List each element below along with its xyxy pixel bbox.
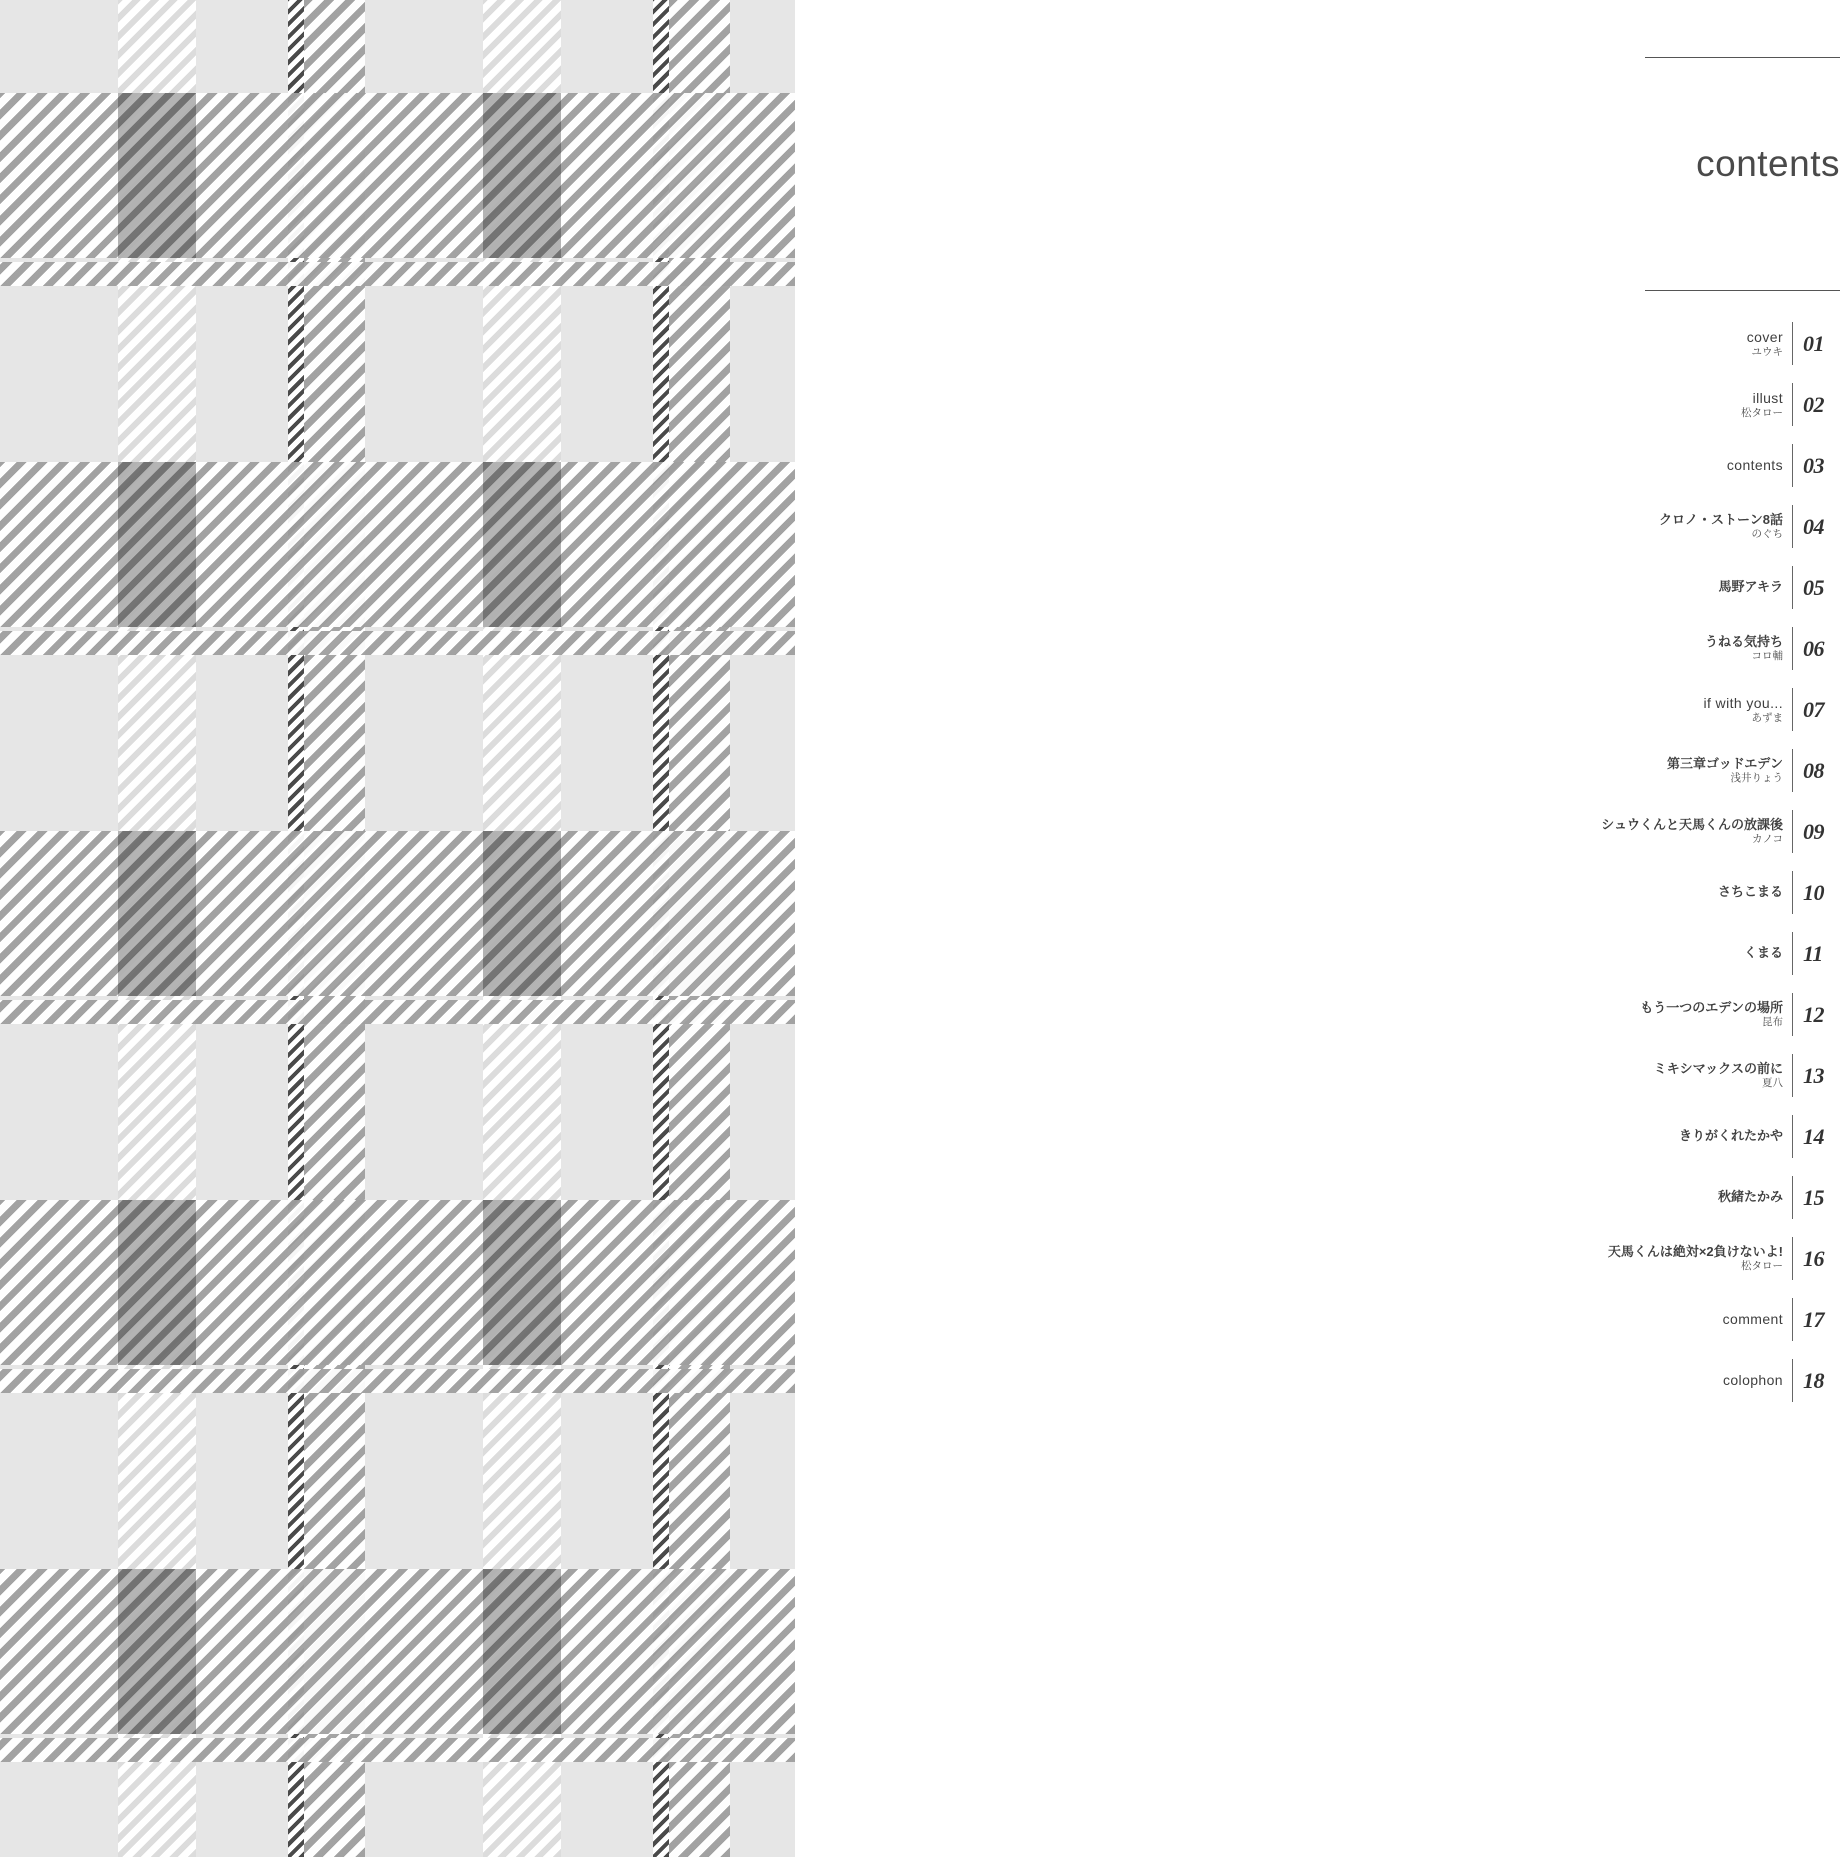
list-item[interactable] [1595, 923, 1845, 984]
list-item[interactable] [1595, 496, 1845, 557]
toc-entry-text [1723, 1311, 1792, 1329]
top-divider [1645, 57, 1840, 58]
list-item[interactable] [1595, 1350, 1845, 1411]
list-item[interactable] [1595, 557, 1845, 618]
toc-entry-page: 10 [1803, 879, 1824, 905]
toc-entry-title: くまる [1743, 945, 1783, 961]
toc-entry-author: カノコ [1752, 833, 1783, 846]
toc-entry-text [1727, 457, 1792, 475]
toc-entry-author: 松タロー [1741, 1260, 1783, 1273]
toc-entry-text [1723, 1372, 1792, 1390]
toc-entry-page: 18 [1803, 1367, 1824, 1393]
toc-entry-text [1601, 817, 1792, 846]
toc-entry-title: if with you... [1703, 694, 1783, 711]
list-item[interactable] [1595, 1106, 1845, 1167]
title-divider [1645, 290, 1840, 291]
toc-entry-text [1744, 945, 1792, 961]
toc-entry-page: 13 [1803, 1062, 1824, 1088]
list-item[interactable] [1595, 740, 1845, 801]
toc-entry-author: 夏八 [1762, 1077, 1783, 1090]
page-title: contents [1696, 143, 1840, 184]
toc-entry-page: 16 [1803, 1245, 1824, 1271]
toc-entry-author: 松タロー [1741, 407, 1783, 420]
list-item[interactable] [1595, 1167, 1845, 1228]
toc-entry-page: 12 [1803, 1001, 1824, 1027]
toc-entry-title: colophon [1722, 1371, 1783, 1388]
list-item[interactable] [1595, 1289, 1845, 1350]
list-item[interactable] [1595, 618, 1845, 679]
toc-entry-page: 08 [1803, 757, 1824, 783]
toc-entry-page: 09 [1803, 818, 1824, 844]
toc-entry-page: 15 [1803, 1184, 1824, 1210]
list-item[interactable] [1595, 1045, 1845, 1106]
toc-entry-page: 14 [1803, 1123, 1824, 1149]
toc-entry-text [1679, 1128, 1792, 1144]
list-item[interactable] [1595, 313, 1845, 374]
toc-entry-page: 06 [1803, 635, 1824, 661]
toc-entry-title: ミキシマックスの前に [1653, 1061, 1783, 1077]
list-item[interactable] [1595, 374, 1845, 435]
list-item[interactable] [1595, 862, 1845, 923]
toc-entry-text [1747, 329, 1792, 359]
plaid-intersection-blocks [0, 0, 795, 1857]
plaid-background-panel [0, 0, 795, 1857]
toc-entry-title: comment [1722, 1310, 1783, 1327]
toc-entry-page: 04 [1803, 513, 1824, 539]
toc-entry-title: contents [1726, 456, 1783, 473]
toc-entry-author: コロ輔 [1751, 650, 1783, 663]
toc-entry-text [1718, 1189, 1792, 1205]
toc-entry-page: 03 [1803, 452, 1824, 478]
toc-entry-title: 第三章ゴッドエデン [1667, 756, 1783, 772]
list-item[interactable] [1595, 435, 1845, 496]
toc-entry-page: 11 [1803, 940, 1823, 966]
toc-entry-text [1718, 884, 1792, 900]
toc-entry-title: シュウくんと天馬くんの放課後 [1601, 817, 1783, 833]
toc-entry-text [1719, 579, 1792, 595]
toc-entry-author: 浅井りょう [1730, 772, 1783, 785]
toc-entry-page: 07 [1803, 696, 1824, 722]
toc-entry-author: のぐち [1751, 528, 1783, 541]
toc-entry-title: もう一つのエデンの場所 [1640, 1000, 1783, 1016]
toc-entry-title: illust [1752, 389, 1783, 406]
list-item[interactable] [1595, 984, 1845, 1045]
toc-entry-text [1703, 695, 1792, 725]
toc-entry-author: 昆布 [1762, 1016, 1783, 1029]
list-item[interactable] [1595, 679, 1845, 740]
toc-entry-page: 02 [1803, 391, 1824, 417]
toc-entry-text [1640, 1000, 1792, 1029]
list-item[interactable] [1595, 1228, 1845, 1289]
toc-entry-text [1741, 390, 1792, 420]
list-item[interactable] [1595, 801, 1845, 862]
toc-entry-author: ユウキ [1751, 346, 1783, 359]
toc-entry-page: 17 [1803, 1306, 1824, 1332]
toc-entry-title: クロノ・ストーン8話 [1659, 512, 1783, 528]
toc-entry-title: 秋緒たかみ [1717, 1189, 1783, 1205]
toc-entry-text [1659, 512, 1792, 541]
toc-entry-page: 01 [1803, 330, 1824, 356]
toc-entry-text [1667, 756, 1792, 785]
toc-entry-title: きりがくれたかや [1678, 1128, 1783, 1144]
toc-entry-title: うねる気持ち [1704, 634, 1783, 650]
toc-entry-title: 馬野アキラ [1718, 579, 1783, 595]
contents-panel [795, 0, 1840, 1857]
toc-entry-page: 05 [1803, 574, 1824, 600]
toc-entry-text [1608, 1244, 1792, 1273]
toc-entry-title: cover [1746, 328, 1783, 345]
toc-entry-author: あずま [1751, 712, 1783, 725]
table-of-contents [1595, 313, 1845, 1411]
toc-entry-title: 天馬くんは絶対×2負けないよ! [1607, 1244, 1783, 1260]
toc-entry-text [1705, 634, 1792, 663]
toc-entry-title: さちこまる [1717, 884, 1783, 900]
toc-entry-text [1654, 1061, 1792, 1090]
